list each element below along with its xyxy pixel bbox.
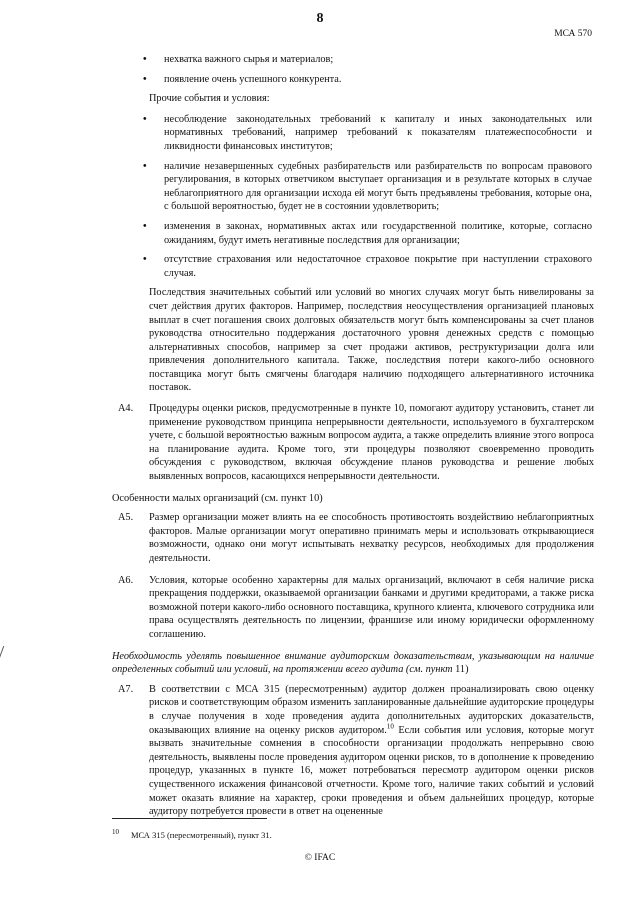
heading-plain-text: 11)	[452, 664, 469, 676]
footnote-number: 10	[112, 828, 119, 836]
paragraph-a4	[118, 402, 594, 484]
paragraph-marker: A4.	[118, 403, 134, 415]
list-item	[143, 73, 592, 87]
paragraph-a6	[118, 574, 594, 642]
page-body	[0, 53, 640, 827]
paragraph-marker: A7.	[118, 683, 134, 695]
paragraph-text: В соответствии с МСА 315 (пересмотренным) аудитор должен проанализировать свою оценку рисков и соответствующим образом изменить запланированные дальнейшие аудиторские процедуры в случае получения в ходе проведения аудита дополнительных аудиторских доказательств, оказывающих влияние на оценку рисков аудитором.	[149, 683, 594, 736]
section-heading-audit-evidence	[112, 650, 594, 677]
paragraph-a7	[118, 683, 594, 819]
list-item-text: наличие незавершенных судебных разбирательств или разбирательств по вопросам правового регулирования, в которых ответчиком выступает организация и в результате которых в случае неблагоприятного для организации исхода ей могут быть предъявлены требования, которые она, с большой вероятностью, будет не в состоянии удовлетворить;	[164, 160, 592, 213]
list-item	[143, 53, 592, 67]
footnote-divider	[112, 818, 267, 819]
bullet-icon: •	[143, 220, 147, 232]
bullet-icon: •	[143, 160, 147, 172]
bullet-icon: •	[143, 113, 147, 125]
paragraph-a5	[118, 511, 594, 565]
list-item-text: нехватка важного сырья и материалов;	[164, 54, 334, 65]
other-events-label: Прочие события и условия:	[149, 93, 270, 105]
paragraph-text: Размер организации может влиять на ее способность противостоять воздействию неблагоприятных факторов. Малые организации могут оперативно принимать меры и использовать открывающиеся возможности, однако они могут испытывать нехватку ресурсов, необходимых для продолжения деятельности.	[149, 512, 594, 564]
heading-italic-text: Необходимость уделять повышенное внимание аудиторским доказательствам, указывающим на наличие определенных событий или условий, на протяжении всего аудита (см. пункт	[112, 650, 594, 676]
document-code: МСА 570	[554, 29, 592, 39]
mitigation-paragraph: Последствия значительных событий или условий во многих случаях могут быть нивелированы за счет действия других факторов. Например, последствия неосуществления организацией плановых выплат в счет погашения своих долговых обязательств могут быть компенсированы за счет планов руководства относительно поддержания достаточного уровня денежных средств с помощью альтернативных способов, например за счет продажи активов, реструктуризации долга или привлечения дополнительного капитала. Также, последствия потери какого-либо основного поставщика могут быть смягчены благодаря наличию подходящего альтернативного источника поставок.	[149, 287, 594, 394]
list-item	[143, 113, 592, 154]
footnote-reference[interactable]: 10	[386, 722, 394, 731]
section-heading-small-entities: Особенности малых организаций (см. пункт 10)	[112, 492, 323, 504]
list-item-text: появление очень успешного конкурента.	[164, 73, 342, 85]
list-item-text: отсутствие страхования или недостаточное страховое покрытие при наступлении страхового случая.	[164, 254, 592, 279]
footnote	[112, 826, 272, 842]
footer-copyright: © IFAC	[304, 853, 336, 863]
paragraph-text: Процедуры оценки рисков, предусмотренные в пункте 10, помогают аудитору установить, станет ли применение руководством принципа непрерывности деятельности, используемого в бухгалтерском учете, с большой вероятностью важным вопросом аудита, а также определить влияние этого вопроса на планирование аудита. Кроме того, эти процедуры позволяют своевременно проводить обсуждения с руководством, включая обсуждение планов руководства и решение любых выявленных вопросов, касающихся непрерывности деятельности.	[149, 403, 594, 483]
list-item	[143, 253, 592, 280]
bullet-icon: •	[143, 54, 147, 65]
page-number: 8	[316, 11, 324, 26]
paragraph-text: Условия, которые особенно характерны для малых организаций, включают в себя наличие риска прекращения поддержки, оказываемой организации банками и другими кредиторами, а также риска возможной потери какого-либо основного поставщика, крупного клиента, ключевого сотрудника или права осуществлять деятельность по лицензии, франшизе или иному юридически оформленному соглашению.	[149, 574, 594, 640]
footnote-text: МСА 315 (пересмотренный), пункт 31.	[131, 829, 272, 840]
paragraph-text-continued: Если события или условия, которые могут вызвать значительные сомнения в способности организации продолжать непрерывно свою деятельность, выявлены после проведения аудитором оценки рисков, то в дополнение к проведению процедур, указанных в пункте 16, может потребоваться пересмотр аудитором оценки рисков существенного искажения финансовой отчетности. Кроме того, наличие таких событий и условий может оказать влияние на характер, сроки проведения и объем дальнейших процедур, которые аудитору потребуется провести в ответ на оцененные	[149, 724, 594, 818]
list-item-text: изменения в законах, нормативных актах или государственной политике, которые, согласно ожиданиям, будут иметь негативные последствия для организации;	[164, 220, 592, 246]
bullet-icon: •	[143, 254, 147, 266]
paragraph-marker: A6.	[118, 574, 134, 586]
bullet-icon: •	[143, 73, 147, 85]
list-item	[143, 220, 592, 247]
list-item	[143, 160, 592, 214]
list-item-text: несоблюдение законодательных требований к капиталу и иных законодательных или нормативных требований, например требований к показателям платежеспособности и ликвидности финансовых институтов;	[164, 113, 592, 152]
paragraph-marker: A5.	[118, 512, 134, 524]
